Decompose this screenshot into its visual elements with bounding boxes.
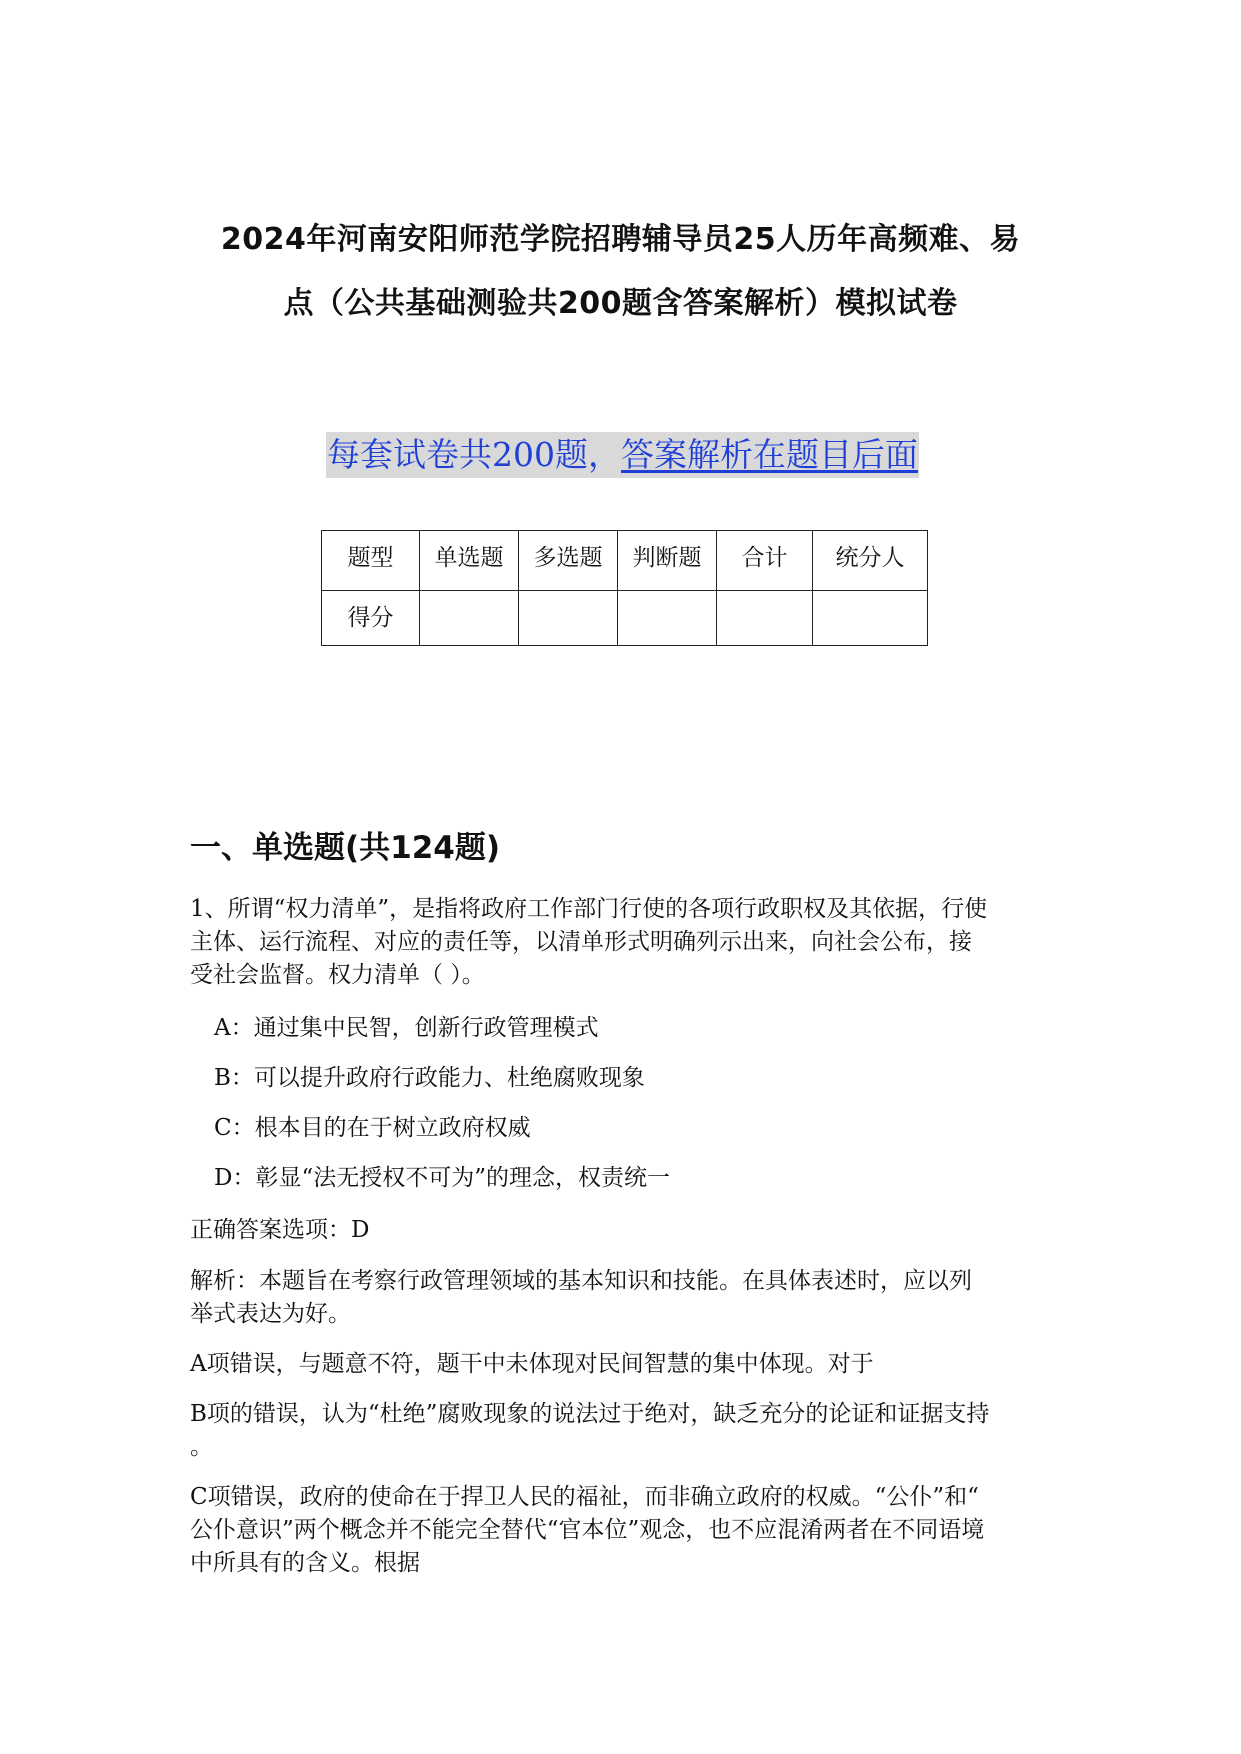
section-title: 一、单选题(共124题) bbox=[190, 830, 501, 866]
header-cell: 多选题 bbox=[519, 531, 618, 591]
correct-answer: 正确答案选项：D bbox=[190, 1217, 370, 1243]
banner-text: 每套试卷共200题， bbox=[327, 435, 621, 474]
analysis-paragraph bbox=[190, 1398, 1070, 1464]
analysis-paragraph bbox=[190, 1265, 1070, 1331]
analysis-line: B项的错误，认为“杜绝”腐败现象的说法过于绝对，缺乏充分的论证和证据支持 bbox=[190, 1401, 990, 1427]
analysis-line: C项错误，政府的使命在于捍卫人民的福祉，而非确立政府的权威。“公仆”和“ bbox=[190, 1484, 979, 1510]
score-cell bbox=[813, 591, 928, 646]
score-table-header-row bbox=[322, 531, 928, 591]
analysis-line: 。 bbox=[190, 1434, 213, 1460]
header-cell: 题型 bbox=[322, 531, 420, 591]
score-cell bbox=[519, 591, 618, 646]
header-cell: 判断题 bbox=[618, 531, 717, 591]
document-title bbox=[150, 208, 1091, 336]
header-cell: 统分人 bbox=[813, 531, 928, 591]
analysis-line: 解析：本题旨在考察行政管理领域的基本知识和技能。在具体表述时，应以列 bbox=[190, 1268, 972, 1294]
question-line: 受社会监督。权力清单（ ）。 bbox=[190, 962, 485, 988]
option-d: D：彰显“法无授权不可为”的理念，权责统一 bbox=[214, 1165, 670, 1191]
score-cell bbox=[420, 591, 519, 646]
analysis-line: A项错误，与题意不符，题干中未体现对民间智慧的集中体现。对于 bbox=[190, 1351, 874, 1377]
analysis-line: 中所具有的含义。根据 bbox=[190, 1550, 420, 1576]
question-line: 主体、运行流程、对应的责任等，以清单形式明确列示出来，向社会公布，接 bbox=[190, 929, 972, 955]
option-b: B：可以提升政府行政能力、杜绝腐败现象 bbox=[214, 1065, 645, 1091]
score-table-row bbox=[322, 591, 928, 646]
info-banner bbox=[326, 432, 919, 478]
score-cell: 得分 bbox=[322, 591, 420, 646]
question-line: 1、所谓“权力清单”，是指将政府工作部门行使的各项行政职权及其依据，行使 bbox=[190, 896, 988, 922]
title-line-1: 2024年河南安阳师范学院招聘辅导员25人历年高频难、易 bbox=[220, 222, 1021, 257]
answer-link[interactable]: 答案解析在题目后面 bbox=[621, 435, 918, 474]
question-stem bbox=[190, 893, 1070, 992]
analysis-line: 举式表达为好。 bbox=[190, 1301, 351, 1327]
score-table bbox=[321, 530, 928, 646]
option-c: C：根本目的在于树立政府权威 bbox=[214, 1115, 531, 1141]
title-line-2: 点（公共基础测验共200题含答案解析）模拟试卷 bbox=[283, 286, 958, 321]
analysis-paragraph bbox=[190, 1481, 1070, 1580]
header-cell: 单选题 bbox=[420, 531, 519, 591]
header-cell: 合计 bbox=[717, 531, 813, 591]
analysis-paragraph bbox=[190, 1348, 1070, 1381]
score-cell bbox=[618, 591, 717, 646]
option-a: A：通过集中民智，创新行政管理模式 bbox=[214, 1015, 599, 1041]
analysis-line: 公仆意识”两个概念并不能完全替代“官本位”观念，也不应混淆两者在不同语境 bbox=[190, 1517, 985, 1543]
score-cell bbox=[717, 591, 813, 646]
